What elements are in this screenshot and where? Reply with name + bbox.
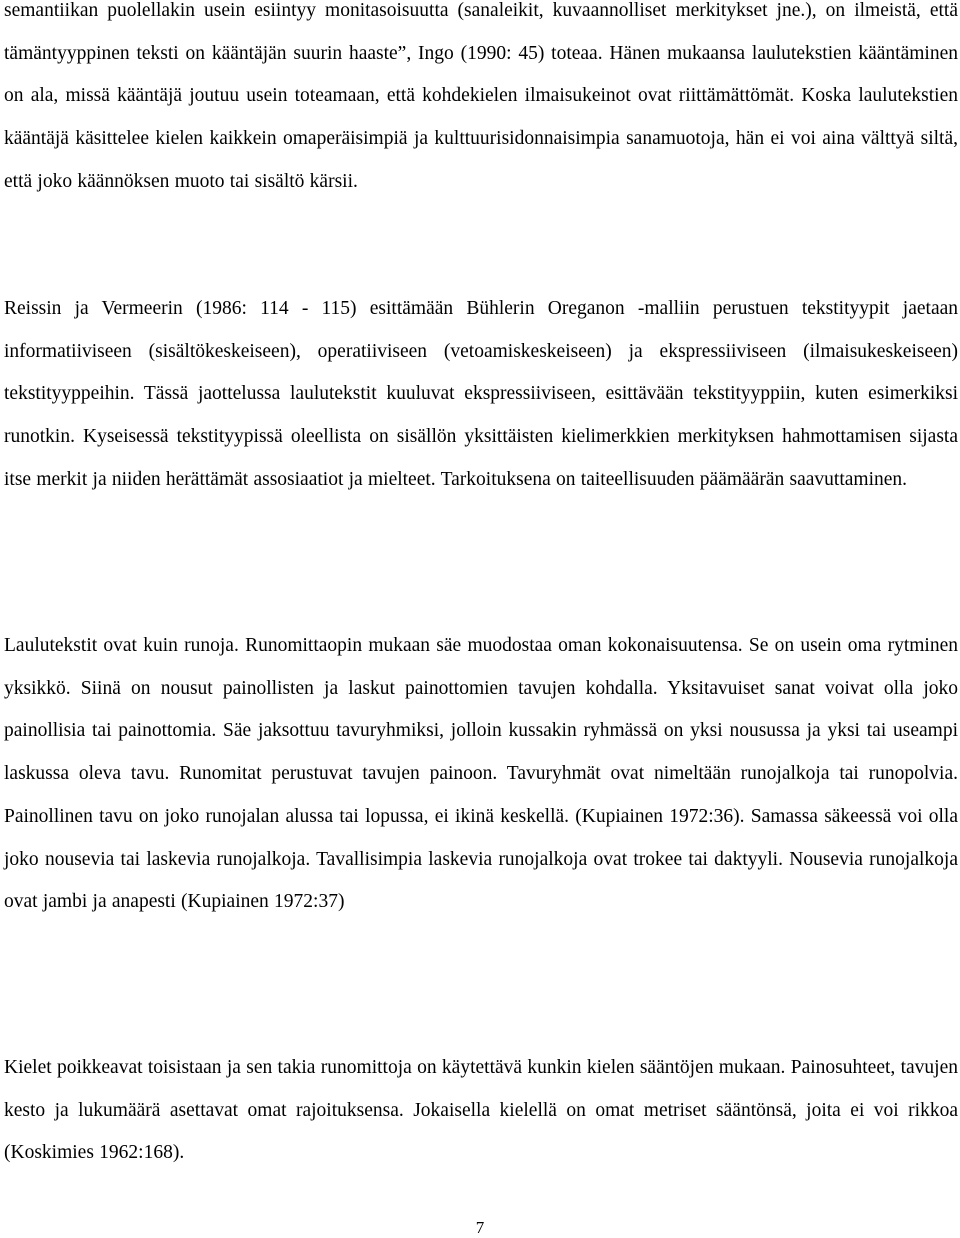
paragraph-1: semantiikan puolellakin usein esiintyy monitasoisuutta (sanaleikit, kuvaannolliset merkitykset jne.), on ilmeistä, että tämäntyyppinen teksti on kääntäjän suurin haaste”, Ingo (1990: 45) toteaa. Hänen mukaansa laulutekstien kääntäminen on ala, missä kääntäjä joutuu usein toteamaan, että kohdekielen ilmaisukeinot ovat riittämättömät. Koska laulutekstien kääntäjä käsittelee kielen kaikkein omaperäisimpiä ja kulttuurisidonnaisimpia sanamuotoja, hän ei voi aina välttyä siltä, että joko käännöksen muoto tai sisältö kärsii.: [4, 0, 958, 192]
paragraph-2: Reissin ja Vermeerin (1986: 114 - 115) esittämään Bühlerin Oreganon -malliin perustuen tekstityypit jaetaan informatiiviseen (sisältökeskeiseen), operatiiviseen (vetoamiskeskeiseen) ja ekspressiiviseen (ilmaisukeskeiseen) tekstityyppeihin. Tässä jaottelussa laulutekstit kuuluvat ekspressiiviseen, esittävään tekstityyppiin, kuten esimerkiksi runotkin. Kyseisessä tekstityypissä oleellista on sisällön yksittäisten kielimerkkien merkityksen hahmottamisen sijasta itse merkit ja niiden herättämät assosiaatiot ja mielteet. Tarkoituksena on taiteellisuuden päämäärän saavuttaminen.: [4, 298, 958, 490]
paragraph-4: Kielet poikkeavat toisistaan ja sen takia runomittoja on käytettävä kunkin kielen sääntöjen mukaan. Painosuhteet, tavujen kesto ja lukumäärä asettavat omat rajoituksensa. Jokaisella kielellä on omat metriset sääntönsä, joita ei voi rikkoa (Koskimies 1962:168).: [4, 1057, 958, 1164]
paragraph-3: Laulutekstit ovat kuin runoja. Runomittaopin mukaan säe muodostaa oman kokonaisuutensa. Se on usein oma rytminen yksikkö. Siinä on nousut painollisten ja laskut painottomien tavujen kohdalla. Yksitavuiset sanat voivat olla joko painollisia tai painottomia. Säe jaksottuu tavuryhmiksi, jolloin kussakin ryhmässä on yksi nousussa ja yksi tai useampi laskussa oleva tavu. Runomitat perustuvat tavujen painoon. Tavuryhmät ovat nimeltään runojalkoja tai runopolvia. Painollinen tavu on joko runojalan alussa tai lopussa, ei ikinä keskellä. (Kupiainen 1972:36). Samassa säkeessä voi olla joko nousevia tai laskevia runojalkoja. Tavallisimpia laskevia runojalkoja ovat trokee tai daktyyli. Nousevia runojalkoja ovat jambi ja anapesti (Kupiainen 1972:37): [4, 635, 958, 913]
page-number: 7: [475, 1218, 485, 1237]
